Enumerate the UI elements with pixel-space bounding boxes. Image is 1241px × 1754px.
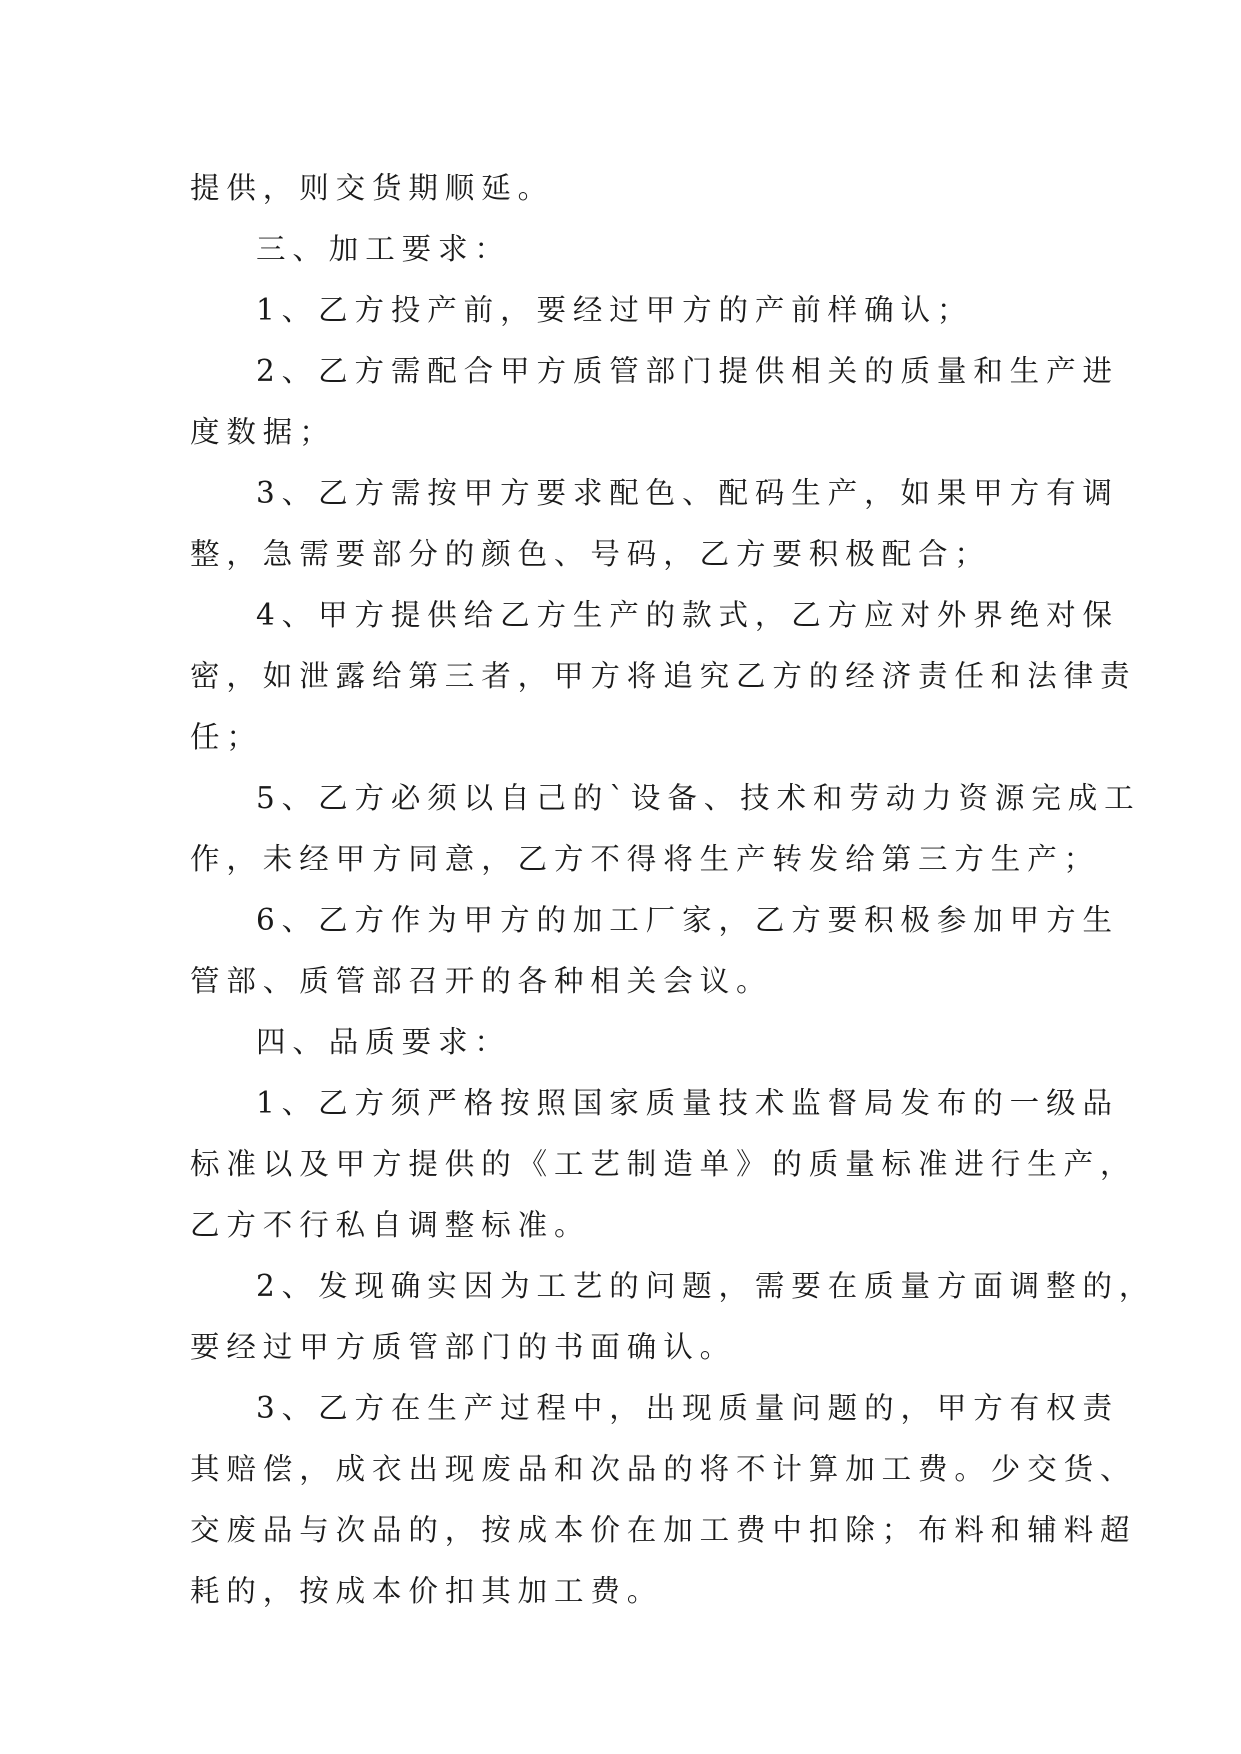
text-line: 整，急需要部分的颜色、号码，乙方要积极配合； [190,537,991,571]
text-line: 2、乙方需配合甲方质管部门提供相关的质量和生产进 [256,354,1119,388]
text-line: 1、乙方投产前，要经过甲方的产前样确认； [256,293,974,327]
document-page [190,158,1156,1622]
section-heading: 四、品质要求： [256,1025,511,1059]
text-line: 交废品与次品的，按成本价在加工费中扣除；布料和辅料超 [190,1513,1137,1547]
text-line: 5、乙方必须以自己的`设备、技术和劳动力资源完成工 [256,781,1141,815]
text-line: 作，未经甲方同意，乙方不得将生产转发给第三方生产； [190,842,1101,876]
text-line: 2、发现确实因为工艺的问题，需要在质量方面调整的， [256,1269,1156,1303]
text-line: 6、乙方作为甲方的加工厂家，乙方要积极参加甲方生 [256,903,1119,937]
text-line: 要经过甲方质管部门的书面确认。 [190,1330,737,1364]
section-heading: 三、加工要求： [256,232,511,266]
text-line: 3、乙方在生产过程中，出现质量问题的，甲方有权责 [256,1391,1119,1425]
text-line: 度数据； [190,415,336,449]
text-line: 乙方不行私自调整标准。 [190,1208,591,1242]
text-line: 提供，则交货期顺延。 [190,171,555,205]
text-line: 标准以及甲方提供的《工艺制造单》的质量标准进行生产， [190,1147,1137,1181]
text-line: 任； [190,720,263,754]
text-line: 3、乙方需按甲方要求配色、配码生产，如果甲方有调 [256,476,1119,510]
text-line: 管部、质管部召开的各种相关会议。 [190,964,773,998]
text-line: 其赔偿，成衣出现废品和次品的将不计算加工费。少交货、 [190,1452,1137,1486]
text-line: 耗的，按成本价扣其加工费。 [190,1574,664,1608]
text-line: 密，如泄露给第三者，甲方将追究乙方的经济责任和法律责 [190,659,1137,693]
text-line: 4、甲方提供给乙方生产的款式，乙方应对外界绝对保 [256,598,1119,632]
text-line: 1、乙方须严格按照国家质量技术监督局发布的一级品 [256,1086,1119,1120]
